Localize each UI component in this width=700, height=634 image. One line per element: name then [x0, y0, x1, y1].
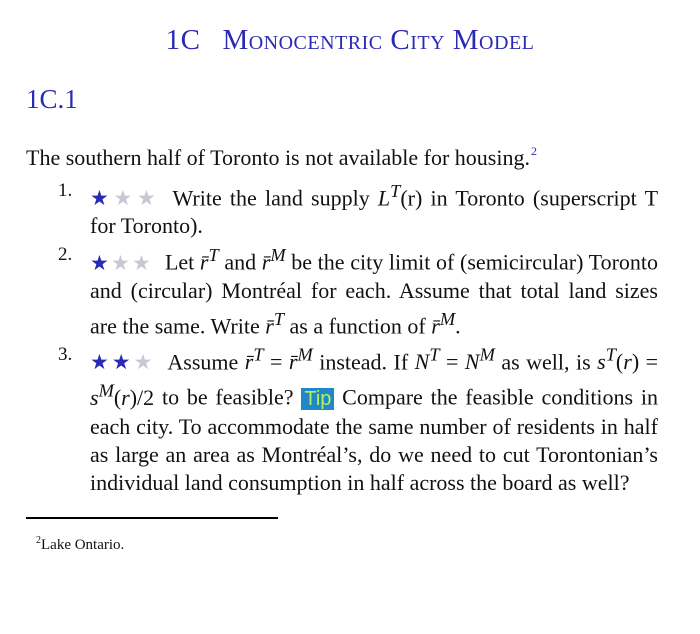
star-empty-icon: ★: [133, 350, 156, 375]
math-symbol: r̄: [199, 249, 209, 275]
math-superscript: T: [429, 344, 440, 365]
math-symbol: r̄: [244, 349, 254, 375]
footnote-mark: 2: [36, 535, 41, 546]
math-symbol: r: [121, 384, 130, 410]
question-text: Let: [164, 249, 200, 275]
equation: $N^T = N^M$: [414, 344, 495, 375]
intro-text: The southern half of Toronto is not available for housing.: [26, 145, 530, 170]
star-empty-icon: ★★: [113, 186, 161, 211]
math-symbol: r̄: [261, 249, 271, 275]
question-text: as well, is: [494, 349, 598, 375]
math-superscript: M: [98, 380, 114, 401]
question-text: instead. If: [312, 349, 415, 375]
math-symbol: r̄: [265, 312, 274, 338]
question-number: 3.: [58, 343, 73, 365]
footnote-divider: [26, 517, 278, 519]
math-args: (r): [400, 185, 423, 211]
question-text: .: [455, 312, 461, 338]
question-text: as a function of: [284, 312, 432, 338]
math-symbol: r̄: [288, 349, 298, 375]
question-text: be the city limit of (semicircular) Toronto and (circular) Montréal for each. Assume that total land sizes are the same. Write: [90, 249, 659, 338]
math-symbol: r̄: [431, 312, 440, 338]
star-filled-icon: ★: [90, 186, 114, 211]
star-filled-icon: ★★: [90, 350, 134, 375]
footnote-link[interactable]: 2: [530, 144, 537, 158]
difficulty-stars: [90, 251, 153, 275]
question-number: 2.: [58, 244, 73, 266]
math-superscript: M: [479, 344, 495, 365]
section-number: 1C: [165, 24, 201, 56]
question-text: and: [218, 249, 262, 275]
equation: $s^T(r) = s^M(r)/2$: [90, 344, 659, 410]
math-superscript: T: [208, 245, 219, 266]
math-superscript: T: [273, 308, 285, 329]
math-symbol: s: [90, 384, 99, 410]
question-number: 1.: [58, 180, 73, 201]
question-item: [58, 177, 659, 240]
difficulty-stars: [90, 186, 161, 210]
footnote: [36, 531, 124, 555]
math-symbol: r: [623, 349, 632, 375]
math-symbol: N: [464, 349, 480, 375]
question-text: Compare the feasible conditions in each city. To accommodate the same number of residents in half as large an area as Montréal’s, do we need to cut Torontonian’s individual land consumption in half across the board as well?: [90, 384, 658, 495]
question-text: in Toronto (superscript T for Toronto).: [90, 185, 659, 239]
math-symbol: s: [597, 349, 606, 375]
math-superscript: M: [297, 344, 313, 365]
tip-badge[interactable]: Tip: [301, 388, 334, 410]
star-empty-icon: ★★: [110, 250, 153, 275]
question-list: [58, 177, 659, 498]
math-superscript: M: [270, 245, 286, 266]
question-item: [58, 341, 659, 497]
question-text: to be feasible?: [154, 384, 302, 410]
math-superscript: T: [390, 181, 401, 201]
math-superscript: T: [253, 344, 264, 365]
question-text: Write the land supply: [172, 185, 378, 211]
subsection-title: 1C.1: [26, 84, 78, 114]
question-item: [58, 241, 659, 340]
footnote-text: Lake Ontario.: [41, 537, 125, 553]
star-filled-icon: ★: [90, 250, 111, 275]
math-superscript: M: [439, 308, 456, 329]
section-title: [0, 24, 700, 57]
difficulty-stars: [90, 350, 155, 374]
math-symbol: L: [377, 185, 391, 211]
intro-paragraph: [26, 137, 537, 172]
math-superscript: T: [605, 344, 616, 365]
question-text: Assume: [167, 349, 245, 375]
math-symbol: N: [414, 349, 430, 375]
equation: r̄$^T$ = r̄$^M$: [244, 344, 313, 375]
section-title-text: Monocentric City Model: [222, 24, 535, 56]
